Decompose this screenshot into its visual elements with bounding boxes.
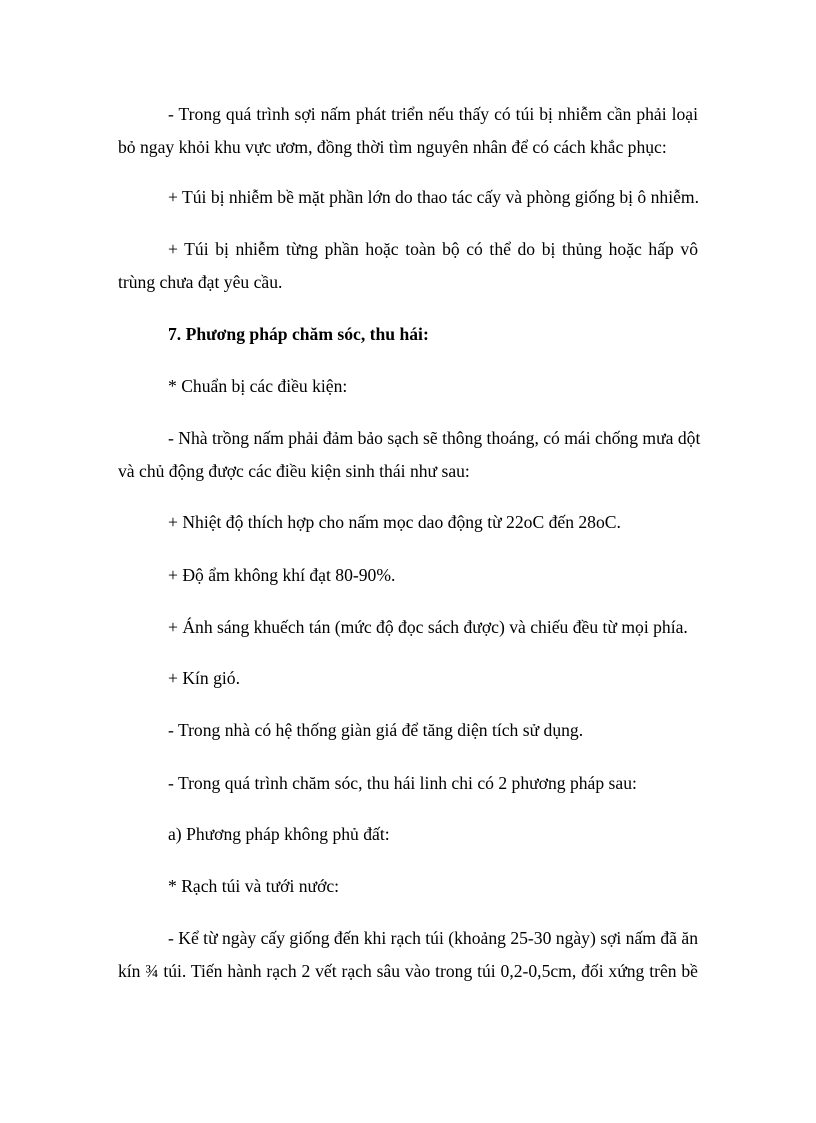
- paragraph-line: - Trong quá trình sợi nấm phát triển nếu thấy có túi bị nhiễm cần phải loại: [168, 104, 698, 124]
- section-heading: 7. Phương pháp chăm sóc, thu hái:: [168, 324, 429, 344]
- paragraph-line: + Độ ẩm không khí đạt 80-90%.: [168, 565, 396, 585]
- paragraph-line: - Kể từ ngày cấy giống đến khi rạch túi (khoảng 25-30 ngày) sợi nấm đã ăn: [168, 928, 698, 948]
- paragraph-line: và chủ động được các điều kiện sinh thái như sau:: [118, 461, 470, 481]
- paragraph-line: kín ¾ túi. Tiến hành rạch 2 vết rạch sâu vào trong túi 0,2-0,5cm, đối xứng trên bề: [118, 961, 698, 981]
- paragraph-line: - Trong quá trình chăm sóc, thu hái linh chi có 2 phương pháp sau:: [168, 773, 637, 793]
- paragraph-line: * Chuẩn bị các điều kiện:: [168, 376, 348, 396]
- paragraph-line: + Ánh sáng khuếch tán (mức độ đọc sách được) và chiếu đều từ mọi phía.: [168, 617, 688, 637]
- paragraph-line: + Nhiệt độ thích hợp cho nấm mọc dao động từ 22oC đến 28oC.: [168, 512, 621, 532]
- paragraph-line: + Kín gió.: [168, 668, 240, 688]
- paragraph-line: - Trong nhà có hệ thống giàn giá để tăng diện tích sử dụng.: [168, 720, 584, 740]
- paragraph-line: + Túi bị nhiễm từng phần hoặc toàn bộ có thể do bị thủng hoặc hấp vô: [168, 239, 698, 259]
- paragraph-line: a) Phương pháp không phủ đất:: [168, 824, 390, 844]
- paragraph-line: bỏ ngay khỏi khu vực ươm, đồng thời tìm nguyên nhân để có cách khắc phục:: [118, 137, 667, 157]
- paragraph-line: + Túi bị nhiễm bề mặt phần lớn do thao tác cấy và phòng giống bị ô nhiễm.: [168, 187, 699, 207]
- paragraph-line: * Rạch túi và tưới nước:: [168, 876, 340, 896]
- paragraph-line: - Nhà trồng nấm phải đảm bảo sạch sẽ thông thoáng, có mái chống mưa dột: [168, 428, 701, 448]
- paragraph-line: trùng chưa đạt yêu cầu.: [118, 272, 283, 292]
